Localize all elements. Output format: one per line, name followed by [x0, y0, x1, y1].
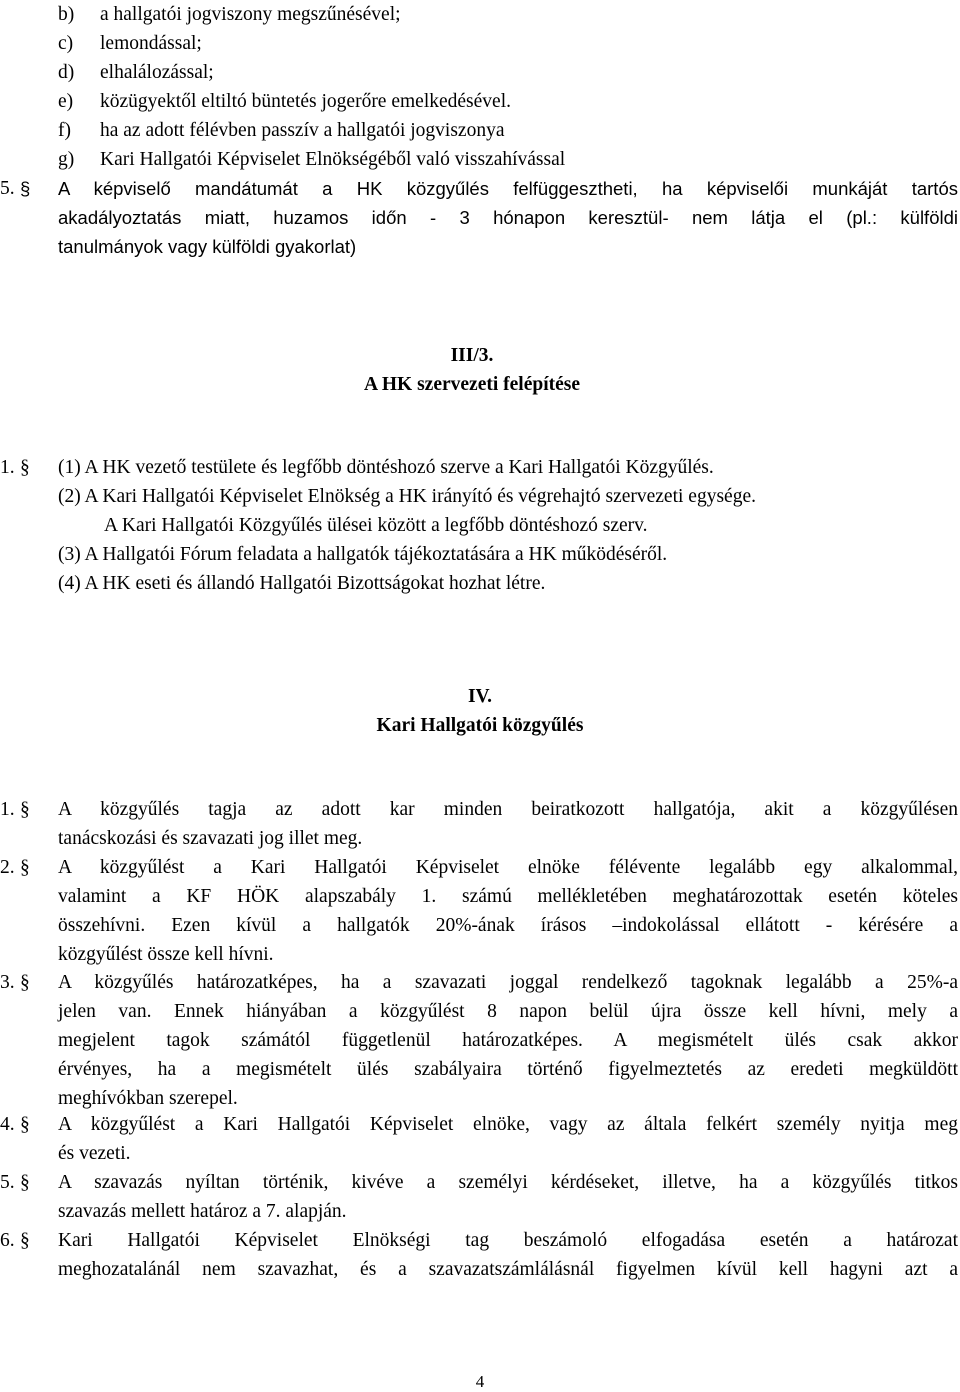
- paragraph-line: érvényes, ha a megismételt ülés szabályaira történő figyelmeztetés az eredeti megküldött: [58, 1059, 958, 1080]
- paragraph-line: szavazás mellett határoz a 7. alapján.: [58, 1201, 347, 1222]
- paragraph-number: 4.: [0, 1114, 15, 1135]
- paragraph-number: 5.: [0, 1172, 15, 1193]
- paragraph-number: 2.: [0, 857, 15, 878]
- section-sign: §: [20, 457, 30, 478]
- paragraph-line: A közgyűlés határozatképes, ha a szavazati joggal rendelkező tagoknak legalább a 25%-a: [58, 972, 958, 993]
- list-item-label: f): [58, 120, 71, 141]
- section-sign: §: [20, 1114, 30, 1135]
- paragraph-line: tanácskozási és szavazati jog illet meg.: [58, 828, 363, 849]
- paragraph-line: A közgyűlést a Kari Hallgatói Képviselet elnöke, vagy az általa felkért személy nyitja meg: [58, 1114, 958, 1135]
- paragraph-line: A Kari Hallgatói Közgyűlés ülései között a legfőbb döntéshozó szerv.: [104, 515, 648, 536]
- paragraph-line: A szavazás nyíltan történik, kivéve a személyi kérdéseket, illetve, ha a közgyűlés titkos: [58, 1172, 958, 1193]
- section-sign: §: [20, 1230, 30, 1251]
- list-item-label: e): [58, 91, 74, 112]
- paragraph-number: 1.: [0, 799, 15, 820]
- list-item-label: d): [58, 62, 75, 83]
- page-number: 4: [475, 1372, 485, 1391]
- list-item-text: lemondással;: [100, 33, 202, 54]
- section-number: III/3.: [450, 345, 494, 366]
- paragraph-line: (1) A HK vezető testülete és legfőbb döntéshozó szerve a Kari Hallgatói Közgyűlés.: [58, 457, 714, 478]
- paragraph-line: tanulmányok vagy külföldi gyakorlat): [58, 236, 357, 257]
- list-item-text: a hallgatói jogviszony megszűnésével;: [100, 4, 401, 25]
- list-item-text: elhalálozással;: [100, 62, 214, 83]
- paragraph-number: 5.: [0, 178, 15, 199]
- list-item-text: ha az adott félévben passzív a hallgatói jogviszonya: [100, 120, 505, 141]
- section-sign: §: [20, 1172, 30, 1193]
- section-sign: §: [20, 178, 31, 199]
- list-item-label: b): [58, 4, 75, 25]
- paragraph-line: A közgyűlést a Kari Hallgatói Képviselet elnöke félévente legalább egy alkalommal,: [58, 857, 958, 878]
- paragraph-line: meghozatalánál nem szavazhat, és a szavazatszámlálásnál figyelmen kívül kell hagyni azt a: [58, 1259, 958, 1280]
- paragraph-number: 6.: [0, 1230, 15, 1251]
- paragraph-line: összehívni. Ezen kívül a hallgatók 20%-ának írásos –indokolással ellátott - kérésére a: [58, 915, 958, 936]
- paragraph-line: A közgyűlés tagja az adott kar minden beiratkozott hallgatója, akit a közgyűlésen: [58, 799, 958, 820]
- paragraph-line: Kari Hallgatói Képviselet Elnökségi tag beszámoló elfogadása esetén a határozat: [58, 1230, 958, 1251]
- paragraph-line: közgyűlést össze kell hívni.: [58, 944, 274, 965]
- list-item-label: c): [58, 33, 74, 54]
- section-sign: §: [20, 857, 30, 878]
- paragraph-line: (3) A Hallgatói Fórum feladata a hallgatók tájékoztatására a HK működéséről.: [58, 544, 668, 565]
- paragraph-line: (2) A Kari Hallgatói Képviselet Elnökség a HK irányító és végrehajtó szervezeti egysége.: [58, 486, 756, 507]
- section-title: A HK szervezeti felépítése: [363, 374, 581, 395]
- paragraph-number: 3.: [0, 972, 15, 993]
- paragraph-line: és vezeti.: [58, 1143, 131, 1164]
- paragraph-line: megjelent tagok számától függetlenül határozatképes. A megismételt ülés csak akkor: [58, 1030, 958, 1051]
- paragraph-line: akadályoztatás miatt, huzamos időn - 3 hónapon keresztül- nem látja el (pl.: külföldi: [58, 207, 958, 228]
- paragraph-line: (4) A HK eseti és állandó Hallgatói Bizottságokat hozhat létre.: [58, 573, 546, 594]
- list-item-text: közügyektől eltiltó büntetés jogerőre emelkedésével.: [100, 91, 511, 112]
- list-item-text: Kari Hallgatói Képviselet Elnökségéből való visszahívással: [100, 149, 566, 170]
- section-sign: §: [20, 972, 30, 993]
- section-sign: §: [20, 799, 30, 820]
- paragraph-line: valamint a KF HÖK alapszabály 1. számú mellékletében meghatározottak esetén köteles: [58, 886, 958, 907]
- section-title: Kari Hallgatói közgyűlés: [376, 715, 584, 736]
- paragraph-line: meghívókban szerepel.: [58, 1088, 238, 1109]
- paragraph-line: A képviselő mandátumát a HK közgyűlés felfüggesztheti, ha képviselői munkáját tartós: [58, 178, 958, 199]
- paragraph-number: 1.: [0, 457, 15, 478]
- paragraph-line: jelen van. Ennek hiányában a közgyűlést 8 napon belül újra össze kell hívni, mely a: [58, 1001, 958, 1022]
- section-number: IV.: [467, 686, 493, 707]
- list-item-label: g): [58, 149, 75, 170]
